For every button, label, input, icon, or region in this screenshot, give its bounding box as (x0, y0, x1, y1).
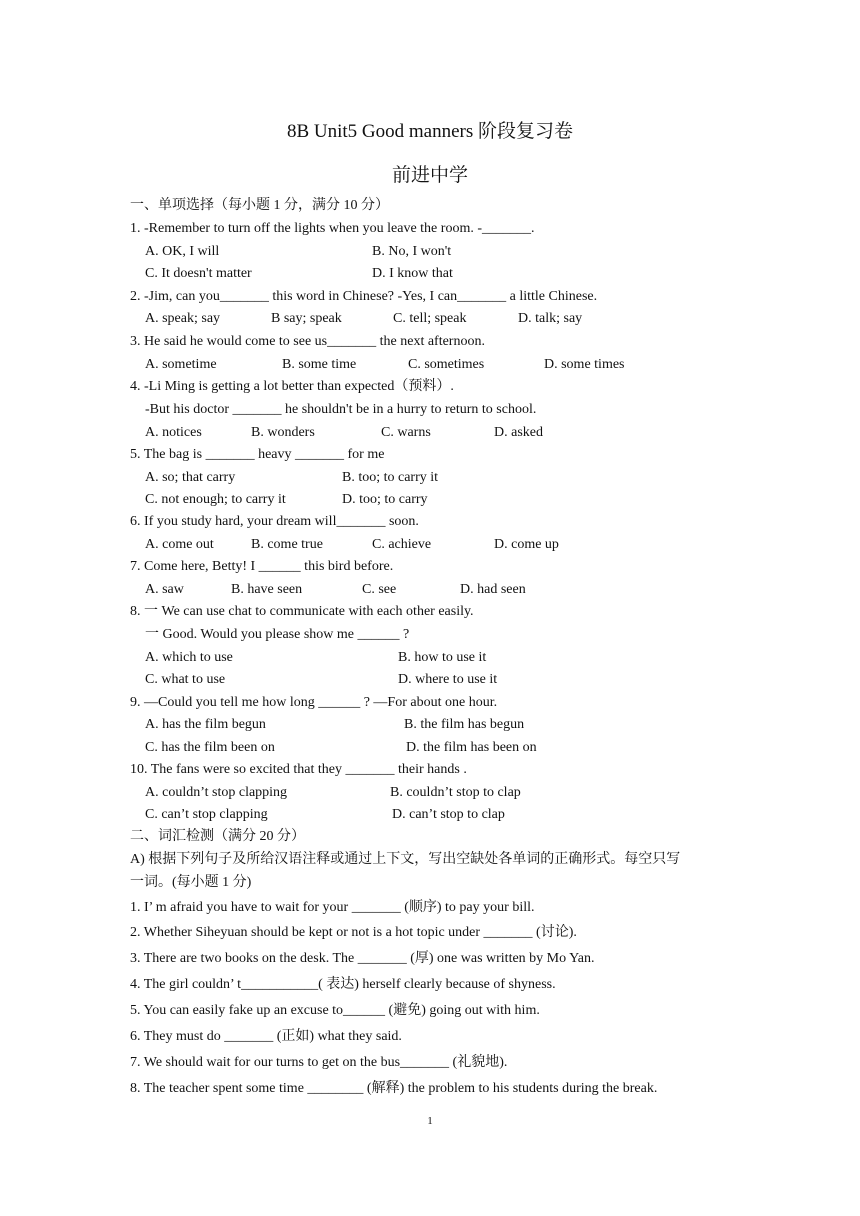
school-name: 前进中学 (391, 165, 468, 186)
question-text-continued: -But his doctor _______ he shouldn't be in a hurry to return to school. (145, 402, 537, 417)
option-c: C. warns (381, 425, 431, 440)
section-instruction-continued: 一词。(每小题 1 分) (130, 875, 252, 890)
section-instruction: A) 根据下列句子及所给汉语注释或通过上下文，写出空缺处各单词的正确形式。每空只写 (130, 852, 681, 867)
option-d: D. where to use it (398, 672, 498, 687)
vocab-item: 2. Whether Siheyuan should be kept or not is a hot topic under _______ (讨论). (130, 925, 577, 940)
option-b: B say; speak (271, 311, 342, 326)
question-text-continued: 一 Good. Would you please show me ______ ? (145, 627, 410, 642)
question-text: 4. -Li Ming is getting a lot better than expected（预料）. (130, 379, 454, 394)
page-title: 8B Unit5 Good manners 阶段复习卷 (286, 121, 574, 142)
option-c: C. has the film been on (145, 740, 275, 755)
option-a: A. sometime (145, 357, 217, 372)
vocab-item: 5. You can easily fake up an excuse to______ (避免) going out with him. (130, 1003, 540, 1018)
option-d: D. some times (544, 357, 625, 372)
option-b: B. some time (282, 357, 357, 372)
option-c: C. It doesn't matter (145, 266, 252, 281)
question-text: 8. 一 We can use chat to communicate with each other easily. (130, 604, 474, 619)
page-number: 1 (427, 1115, 433, 1127)
option-b: B. too; to carry it (342, 470, 439, 485)
section-heading: 二、词汇检测（满分 20 分） (130, 829, 305, 844)
option-d: D. the film has been on (406, 740, 537, 755)
option-d: D. I know that (372, 266, 453, 281)
option-c: C. achieve (372, 537, 432, 552)
vocab-item: 3. There are two books on the desk. The _______ (厚) one was written by Mo Yan. (130, 951, 595, 966)
option-a: A. notices (145, 425, 202, 440)
option-a: A. speak; say (145, 311, 221, 326)
option-c: C. can’t stop clapping (145, 807, 268, 822)
option-d: D. asked (494, 425, 543, 440)
option-a: A. so; that carry (145, 470, 236, 485)
vocab-item: 8. The teacher spent some time ________ (解释) the problem to his students during the break. (130, 1081, 658, 1096)
section-heading: 一、单项选择（每小题 1 分，满分 10 分） (130, 198, 389, 213)
option-d: D. too; to carry (342, 492, 428, 507)
option-a: A. has the film begun (145, 717, 266, 732)
vocab-item: 4. The girl couldn’ t___________( 表达) herself clearly because of shyness. (130, 977, 556, 992)
option-a: A. come out (145, 537, 214, 552)
option-c: C. tell; speak (393, 311, 467, 326)
question-text: 1. -Remember to turn off the lights when you leave the room. -_______. (130, 221, 535, 236)
option-b: B. have seen (231, 582, 303, 597)
option-b: B. come true (251, 537, 323, 552)
option-b: B. the film has begun (404, 717, 525, 732)
question-text: 3. He said he would come to see us_______ the next afternoon. (130, 334, 485, 349)
option-b: B. how to use it (398, 650, 487, 665)
option-d: D. come up (494, 537, 559, 552)
option-c: C. sometimes (408, 357, 485, 372)
option-a: A. saw (145, 582, 184, 597)
question-text: 5. The bag is _______ heavy _______ for me (130, 447, 385, 462)
option-c: C. see (362, 582, 397, 597)
option-c: C. not enough; to carry it (145, 492, 286, 507)
vocab-item: 1. I’ m afraid you have to wait for your _______ (顺序) to pay your bill. (130, 900, 535, 915)
option-a: A. OK, I will (145, 244, 220, 259)
option-b: B. wonders (251, 425, 315, 440)
option-a: A. couldn’t stop clapping (145, 785, 288, 800)
question-text: 10. The fans were so excited that they _______ their hands . (130, 762, 467, 777)
vocab-item: 6. They must do _______ (正如) what they said. (130, 1029, 402, 1044)
question-text: 6. If you study hard, your dream will_______ soon. (130, 514, 419, 529)
option-d: D. can’t stop to clap (392, 807, 505, 822)
option-c: C. what to use (145, 672, 226, 687)
option-b: B. No, I won't (372, 244, 452, 259)
option-d: D. talk; say (518, 311, 583, 326)
option-b: B. couldn’t stop to clap (390, 785, 521, 800)
option-a: A. which to use (145, 650, 233, 665)
question-text: 9. —Could you tell me how long ______ ? —For about one hour. (130, 695, 498, 710)
question-text: 7. Come here, Betty! I ______ this bird before. (130, 559, 394, 574)
question-text: 2. -Jim, can you_______ this word in Chinese? -Yes, I can_______ a little Chinese. (130, 289, 598, 304)
option-d: D. had seen (460, 582, 526, 597)
vocab-item: 7. We should wait for our turns to get on the bus_______ (礼貌地). (130, 1055, 508, 1070)
